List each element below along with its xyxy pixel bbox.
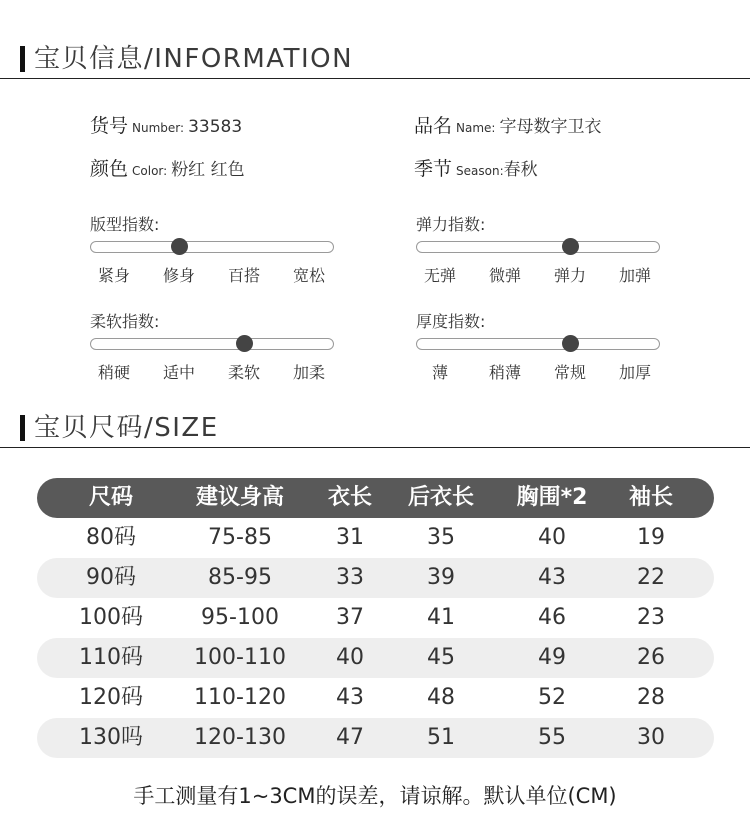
index-option: 柔软 — [227, 363, 260, 382]
index-option: 稍硬 — [97, 363, 130, 382]
index-option: 弹力 — [553, 266, 586, 285]
table-cell: 52 — [538, 685, 566, 710]
table-cell: 35 — [427, 525, 455, 550]
table-cell: 90码 — [86, 565, 136, 590]
index-option: 稍薄 — [488, 363, 521, 382]
table-cell: 80码 — [86, 525, 136, 550]
size-table-header-cell: 后衣长 — [407, 485, 474, 510]
table-cell: 40 — [336, 645, 364, 670]
size-section-divider — [0, 447, 750, 448]
index-option: 加柔 — [292, 363, 325, 382]
table-cell: 41 — [427, 605, 455, 630]
info-section-divider — [0, 78, 750, 79]
table-cell: 39 — [427, 565, 455, 590]
index-label: 弹力指数: — [416, 215, 486, 234]
index-option: 适中 — [162, 363, 195, 382]
index-option: 薄 — [431, 363, 448, 382]
table-cell: 37 — [336, 605, 364, 630]
product-season-sub: Season: — [456, 164, 504, 178]
product-color-label: 颜色 — [90, 158, 129, 180]
table-cell: 43 — [336, 685, 364, 710]
index-slider-track — [416, 338, 660, 350]
size-section-title: 宝贝尺码/SIZE — [34, 413, 219, 443]
index-option: 加厚 — [618, 363, 651, 382]
product-season — [414, 157, 538, 183]
index-option: 百搭 — [227, 266, 260, 285]
index-option: 紧身 — [97, 266, 130, 285]
index-label: 柔软指数: — [90, 312, 160, 331]
table-cell: 95-100 — [201, 605, 279, 630]
size-table-header-cell: 袖长 — [628, 485, 673, 510]
measurement-note: 手工测量有1~3CM的误差，请谅解。默认单位(CM) — [133, 784, 617, 808]
index-label: 厚度指数: — [416, 312, 486, 331]
index-option: 无弹 — [423, 266, 456, 285]
table-cell: 23 — [637, 605, 665, 630]
table-cell: 45 — [427, 645, 455, 670]
index-slider-track — [416, 241, 660, 253]
table-cell: 75-85 — [208, 525, 272, 550]
product-name-label: 品名 — [414, 115, 453, 137]
product-number-sub: Number: — [132, 121, 185, 135]
index-slider-track — [90, 241, 334, 253]
index-slider-knob — [562, 335, 579, 352]
index-option: 修身 — [162, 266, 195, 285]
table-cell: 100-110 — [194, 645, 286, 670]
table-cell: 30 — [637, 725, 665, 750]
table-cell: 26 — [637, 645, 665, 670]
table-cell: 48 — [427, 685, 455, 710]
product-name-sub: Name: — [456, 121, 496, 135]
index-slider-knob — [236, 335, 253, 352]
product-color — [90, 157, 245, 183]
table-cell: 100码 — [79, 605, 143, 630]
table-cell: 51 — [427, 725, 455, 750]
index-option: 加弹 — [618, 266, 651, 285]
table-cell: 110-120 — [194, 685, 286, 710]
product-season-value: 春秋 — [503, 160, 538, 180]
table-cell: 33 — [336, 565, 364, 590]
table-cell: 110码 — [79, 645, 143, 670]
size-section-bar — [20, 415, 25, 441]
table-cell: 85-95 — [208, 565, 272, 590]
product-color-sub: Color: — [132, 164, 168, 178]
table-cell: 28 — [637, 685, 665, 710]
table-cell: 120码 — [79, 685, 143, 710]
size-table-header-cell: 建议身高 — [195, 485, 284, 510]
size-table-header-cell: 衣长 — [327, 485, 372, 510]
index-slider-knob — [171, 238, 188, 255]
index-label: 版型指数: — [90, 215, 160, 234]
product-name — [414, 114, 601, 140]
index-slider-track — [90, 338, 334, 350]
product-name-value: 字母数字卫衣 — [499, 117, 602, 137]
table-cell: 40 — [538, 525, 566, 550]
table-cell: 19 — [637, 525, 665, 550]
index-option: 宽松 — [292, 266, 325, 285]
product-number — [90, 114, 242, 140]
info-section-bar — [20, 46, 25, 72]
table-cell: 43 — [538, 565, 566, 590]
size-table-header-cell: 胸围*2 — [516, 485, 588, 510]
table-cell: 49 — [538, 645, 566, 670]
size-table-header-cell: 尺码 — [88, 485, 133, 510]
table-cell: 31 — [336, 525, 364, 550]
index-slider-knob — [562, 238, 579, 255]
size-table-header — [37, 478, 714, 518]
product-season-label: 季节 — [414, 158, 453, 180]
table-cell: 55 — [538, 725, 566, 750]
info-section-title: 宝贝信息/INFORMATION — [34, 44, 354, 74]
table-cell: 22 — [637, 565, 665, 590]
index-option: 常规 — [553, 363, 586, 382]
product-number-label: 货号 — [90, 115, 129, 137]
product-number-value: 33583 — [188, 117, 243, 137]
table-cell: 47 — [336, 725, 364, 750]
table-cell: 130吗 — [79, 725, 143, 750]
table-cell: 46 — [538, 605, 566, 630]
table-cell: 120-130 — [194, 725, 286, 750]
product-color-value: 粉红 红色 — [171, 160, 245, 180]
index-option: 微弹 — [488, 266, 521, 285]
